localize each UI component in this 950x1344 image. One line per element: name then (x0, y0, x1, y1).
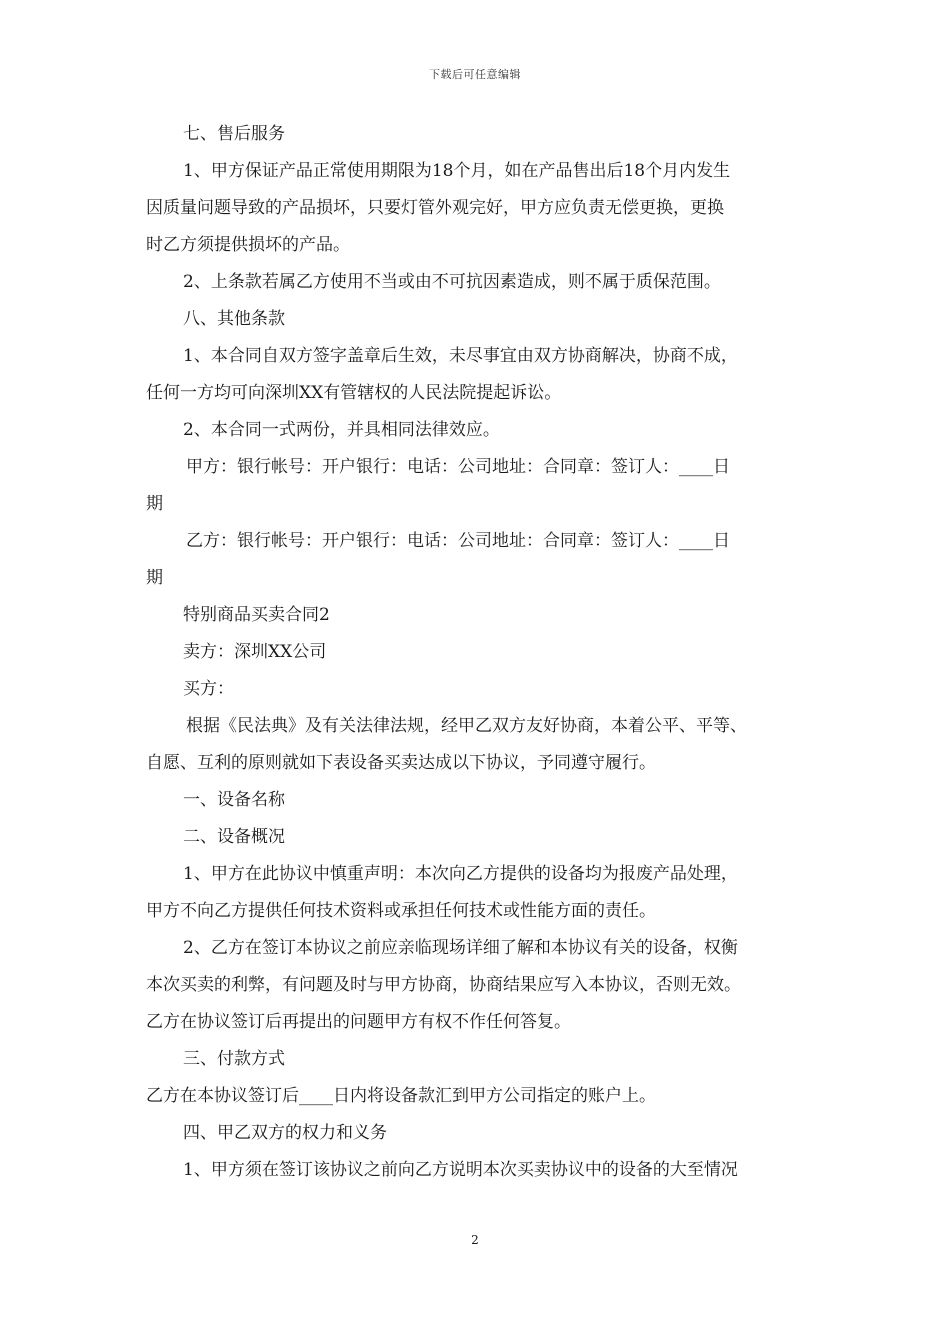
section-heading-rights-obligations: 四、甲乙双方的权力和义务 (183, 1123, 387, 1143)
section-heading-payment: 三、付款方式 (183, 1049, 285, 1069)
paragraph-line: 期 (146, 568, 163, 588)
page-header: 下载后可任意编辑 (429, 68, 521, 81)
paragraph-line: 2、本合同一式两份，并具相同法律效应。 (183, 420, 500, 440)
party-b-signature-line: 乙方：银行帐号：开户银行：电话：公司地址：合同章：签订人：____日 (186, 531, 730, 551)
paragraph-line: 1、甲方保证产品正常使用期限为18个月，如在产品售出后18个月内发生 (183, 161, 731, 181)
paragraph-line: 时乙方须提供损坏的产品。 (146, 235, 350, 255)
paragraph-line: 1、甲方在此协议中慎重声明：本次向乙方提供的设备均为报废产品处理， (183, 864, 738, 884)
paragraph-line: 因质量问题导致的产品损坏，只要灯管外观完好，甲方应负责无偿更换，更换 (146, 198, 724, 218)
seller-line: 卖方：深圳XX公司 (183, 642, 327, 662)
paragraph-line: 2、乙方在签订本协议之前应亲临现场详细了解和本协议有关的设备，权衡 (183, 938, 738, 958)
paragraph-line: 2、上条款若属乙方使用不当或由不可抗因素造成，则不属于质保范围。 (183, 272, 721, 292)
section-heading-equipment-name: 一、设备名称 (183, 790, 285, 810)
section-heading-after-sales: 七、售后服务 (183, 124, 285, 144)
contract-title: 特别商品买卖合同2 (183, 605, 330, 625)
paragraph-line: 根据《民法典》及有关法律法规，经甲乙双方友好协商，本着公平、平等、 (186, 716, 747, 736)
paragraph-line: 期 (146, 494, 163, 514)
paragraph-line: 1、甲方须在签订该协议之前向乙方说明本次买卖协议中的设备的大至情况 (183, 1160, 738, 1180)
paragraph-line: 任何一方均可向深圳XX有管辖权的人民法院提起诉讼。 (146, 383, 562, 403)
party-a-signature-line: 甲方：银行帐号：开户银行：电话：公司地址：合同章：签订人：____日 (186, 457, 730, 477)
document-body (146, 116, 806, 1189)
paragraph-line: 乙方在本协议签订后____日内将设备款汇到甲方公司指定的账户上。 (146, 1086, 656, 1106)
page-number: 2 (471, 1233, 479, 1247)
section-heading-equipment-overview: 二、设备概况 (183, 827, 285, 847)
section-heading-other-terms: 八、其他条款 (183, 309, 285, 329)
paragraph-line: 1、本合同自双方签字盖章后生效，未尽事宜由双方协商解决，协商不成， (183, 346, 738, 366)
paragraph-line: 本次买卖的利弊，有问题及时与甲方协商，协商结果应写入本协议，否则无效。 (146, 975, 741, 995)
paragraph-line: 甲方不向乙方提供任何技术资料或承担任何技术或性能方面的责任。 (146, 901, 656, 921)
paragraph-line: 自愿、互利的原则就如下表设备买卖达成以下协议，予同遵守履行。 (146, 753, 656, 773)
paragraph-line: 乙方在协议签订后再提出的问题甲方有权不作任何答复。 (146, 1012, 571, 1032)
buyer-line: 买方： (183, 679, 234, 699)
